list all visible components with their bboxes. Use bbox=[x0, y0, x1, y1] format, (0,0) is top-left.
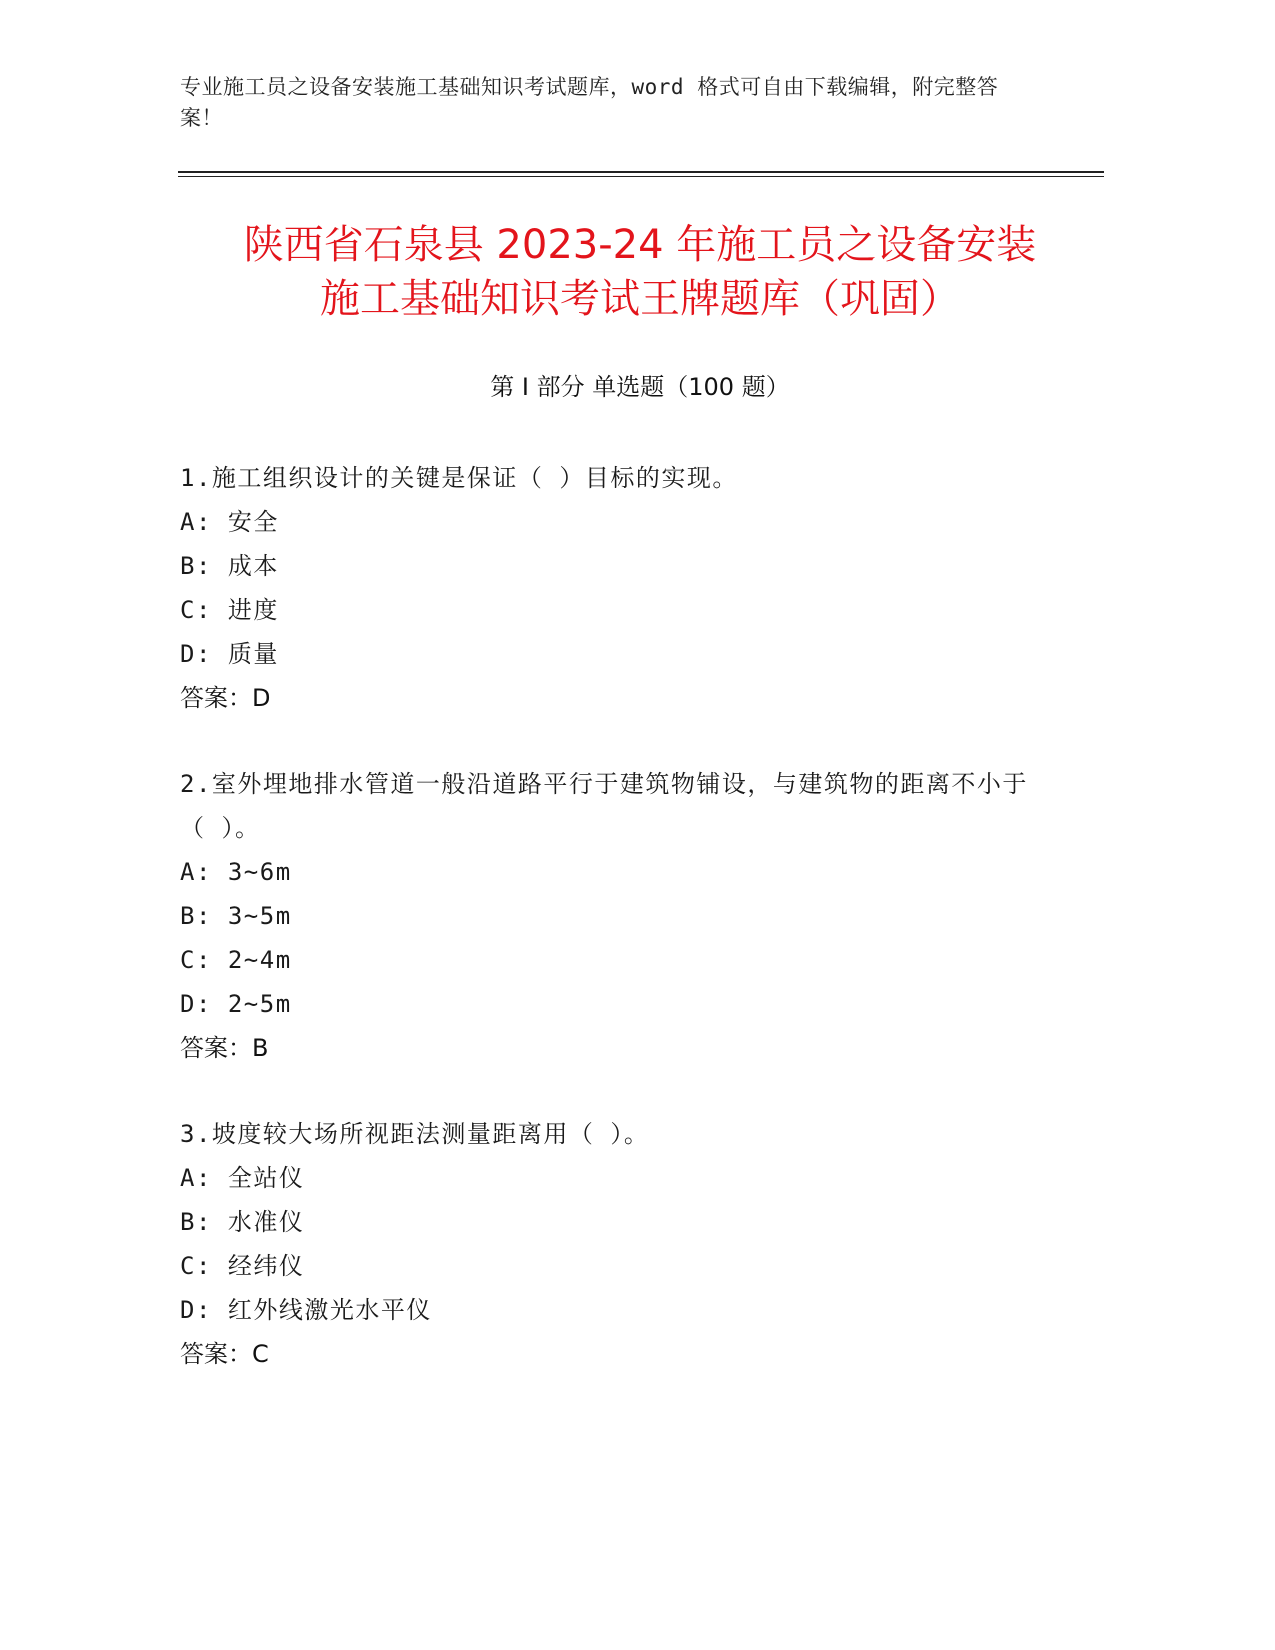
option-c: C: 进度 bbox=[180, 596, 279, 624]
option-d: D: 红外线激光水平仪 bbox=[180, 1296, 432, 1324]
option-b: B: 成本 bbox=[180, 552, 279, 580]
header-note: 专业施工员之设备安装施工基础知识考试题库，word 格式可自由下载编辑，附完整答案！ bbox=[180, 75, 999, 130]
question-3 bbox=[180, 1112, 1040, 1376]
option-c: C: 经纬仪 bbox=[180, 1252, 305, 1280]
option-c: C: 2~4m bbox=[180, 946, 292, 974]
option-b: B: 水准仪 bbox=[180, 1208, 305, 1236]
option-d: D: 质量 bbox=[180, 640, 279, 668]
question-list bbox=[180, 456, 1040, 1418]
option-a: A: 安全 bbox=[180, 508, 279, 536]
question-stem: 2.室外埋地排水管道一般沿道路平行于建筑物铺设，与建筑物的距离不小于（ ）。 bbox=[180, 770, 1028, 842]
answer: 答案：D bbox=[180, 684, 271, 712]
option-b: B: 3~5m bbox=[180, 902, 292, 930]
option-d: D: 2~5m bbox=[180, 990, 292, 1018]
option-a: A: 全站仪 bbox=[180, 1164, 305, 1192]
section-heading: 第 I 部分 单选题（100 题） bbox=[490, 373, 790, 401]
header-divider-thick bbox=[178, 171, 1104, 173]
question-2 bbox=[180, 762, 1040, 1070]
header-divider-thin bbox=[178, 176, 1104, 177]
document-title-line-2: 施工基础知识考试王牌题库（巩固） bbox=[320, 276, 960, 322]
question-1 bbox=[180, 456, 1040, 720]
question-stem: 3.坡度较大场所视距法测量距离用（ ）。 bbox=[180, 1120, 650, 1148]
option-a: A: 3~6m bbox=[180, 858, 292, 886]
question-stem: 1.施工组织设计的关键是保证（ ）目标的实现。 bbox=[180, 464, 738, 492]
document-title bbox=[160, 218, 1120, 326]
document-title-line-1: 陕西省石泉县 2023-24 年施工员之设备安装 bbox=[243, 222, 1037, 268]
answer: 答案：C bbox=[180, 1340, 269, 1368]
answer: 答案：B bbox=[180, 1034, 269, 1062]
